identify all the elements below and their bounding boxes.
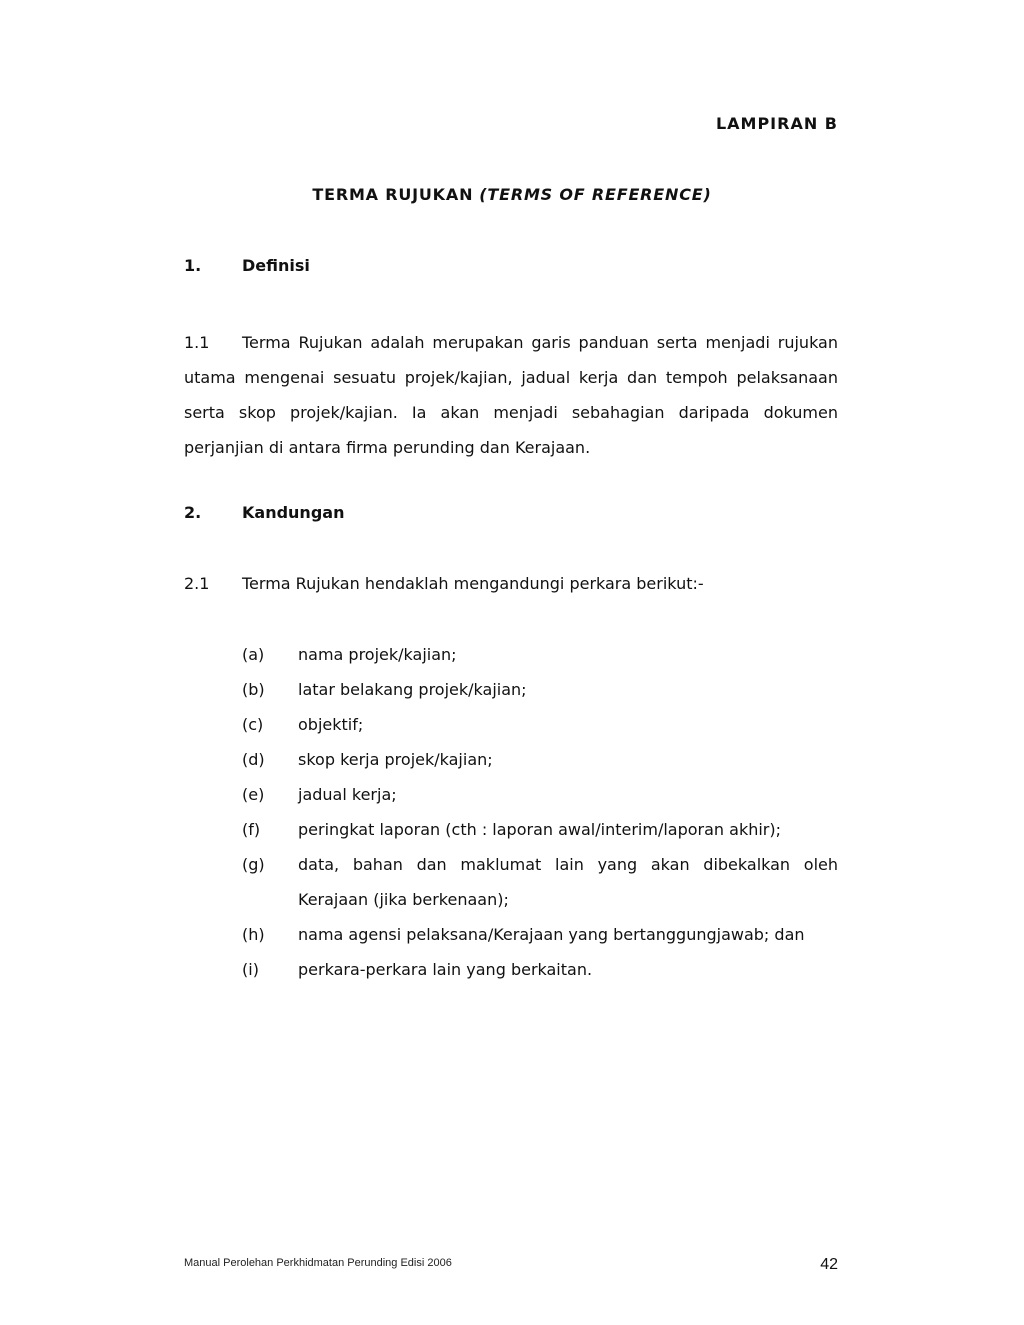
list-item-text-i: perkara-perkara lain yang berkaitan. bbox=[298, 960, 593, 979]
title-main: TERMA RUJUKAN bbox=[312, 185, 474, 204]
list-item-text-a: nama projek/kajian; bbox=[298, 645, 457, 664]
page-title bbox=[0, 185, 1024, 204]
paragraph-1-1-text: Terma Rujukan adalah merupakan garis panduan serta menjadi rujukan utama mengenai sesuatu projek/kajian, jadual kerja dan tempoh pelaksanaan serta skop projek/kajian. Ia akan menjadi sebahagian daripada dokumen perjanjian di antara firma perunding dan Kerajaan. bbox=[184, 333, 838, 457]
paragraph-1-1-number: 1.1 bbox=[184, 333, 210, 352]
list-item-text-b: latar belakang projek/kajian; bbox=[298, 680, 527, 699]
list-item-text-d: skop kerja projek/kajian; bbox=[298, 750, 493, 769]
footer-manual-title: Manual Perolehan Perkhidmatan Perunding Edisi 2006 bbox=[184, 1257, 452, 1269]
list-item-text-e: jadual kerja; bbox=[298, 785, 397, 804]
section-2-title: Kandungan bbox=[242, 503, 345, 522]
list-item-label-g: (g) bbox=[242, 855, 265, 874]
paragraph-1-1 bbox=[184, 325, 838, 465]
list-item-text-c: objektif; bbox=[298, 715, 364, 734]
list-item-label-f: (f) bbox=[242, 820, 261, 839]
list-item-label-a: (a) bbox=[242, 645, 265, 664]
section-1-number: 1. bbox=[184, 256, 202, 275]
list-item-label-e: (e) bbox=[242, 785, 265, 804]
list-item-label-d: (d) bbox=[242, 750, 265, 769]
paragraph-2-1-text: Terma Rujukan hendaklah mengandungi perkara berikut:- bbox=[242, 574, 704, 593]
list-item-label-c: (c) bbox=[242, 715, 264, 734]
section-2-number: 2. bbox=[184, 503, 202, 522]
list-item-text-h: nama agensi pelaksana/Kerajaan yang bertanggungjawab; dan bbox=[298, 925, 805, 944]
list-item-text-f: peringkat laporan (cth : laporan awal/interim/laporan akhir); bbox=[298, 820, 781, 839]
list-item-text-g: data, bahan dan maklumat lain yang akan dibekalkan oleh Kerajaan (jika berkenaan); bbox=[298, 855, 838, 909]
paragraph-2-1-number: 2.1 bbox=[184, 574, 210, 593]
appendix-label: LAMPIRAN B bbox=[715, 114, 838, 133]
list-item-label-i: (i) bbox=[242, 960, 259, 979]
list-item-label-h: (h) bbox=[242, 925, 265, 944]
section-1-title: Definisi bbox=[242, 256, 310, 275]
list-item-label-b: (b) bbox=[242, 680, 265, 699]
page-number: 42 bbox=[820, 1256, 838, 1273]
title-english: (TERMS OF REFERENCE) bbox=[479, 185, 712, 204]
